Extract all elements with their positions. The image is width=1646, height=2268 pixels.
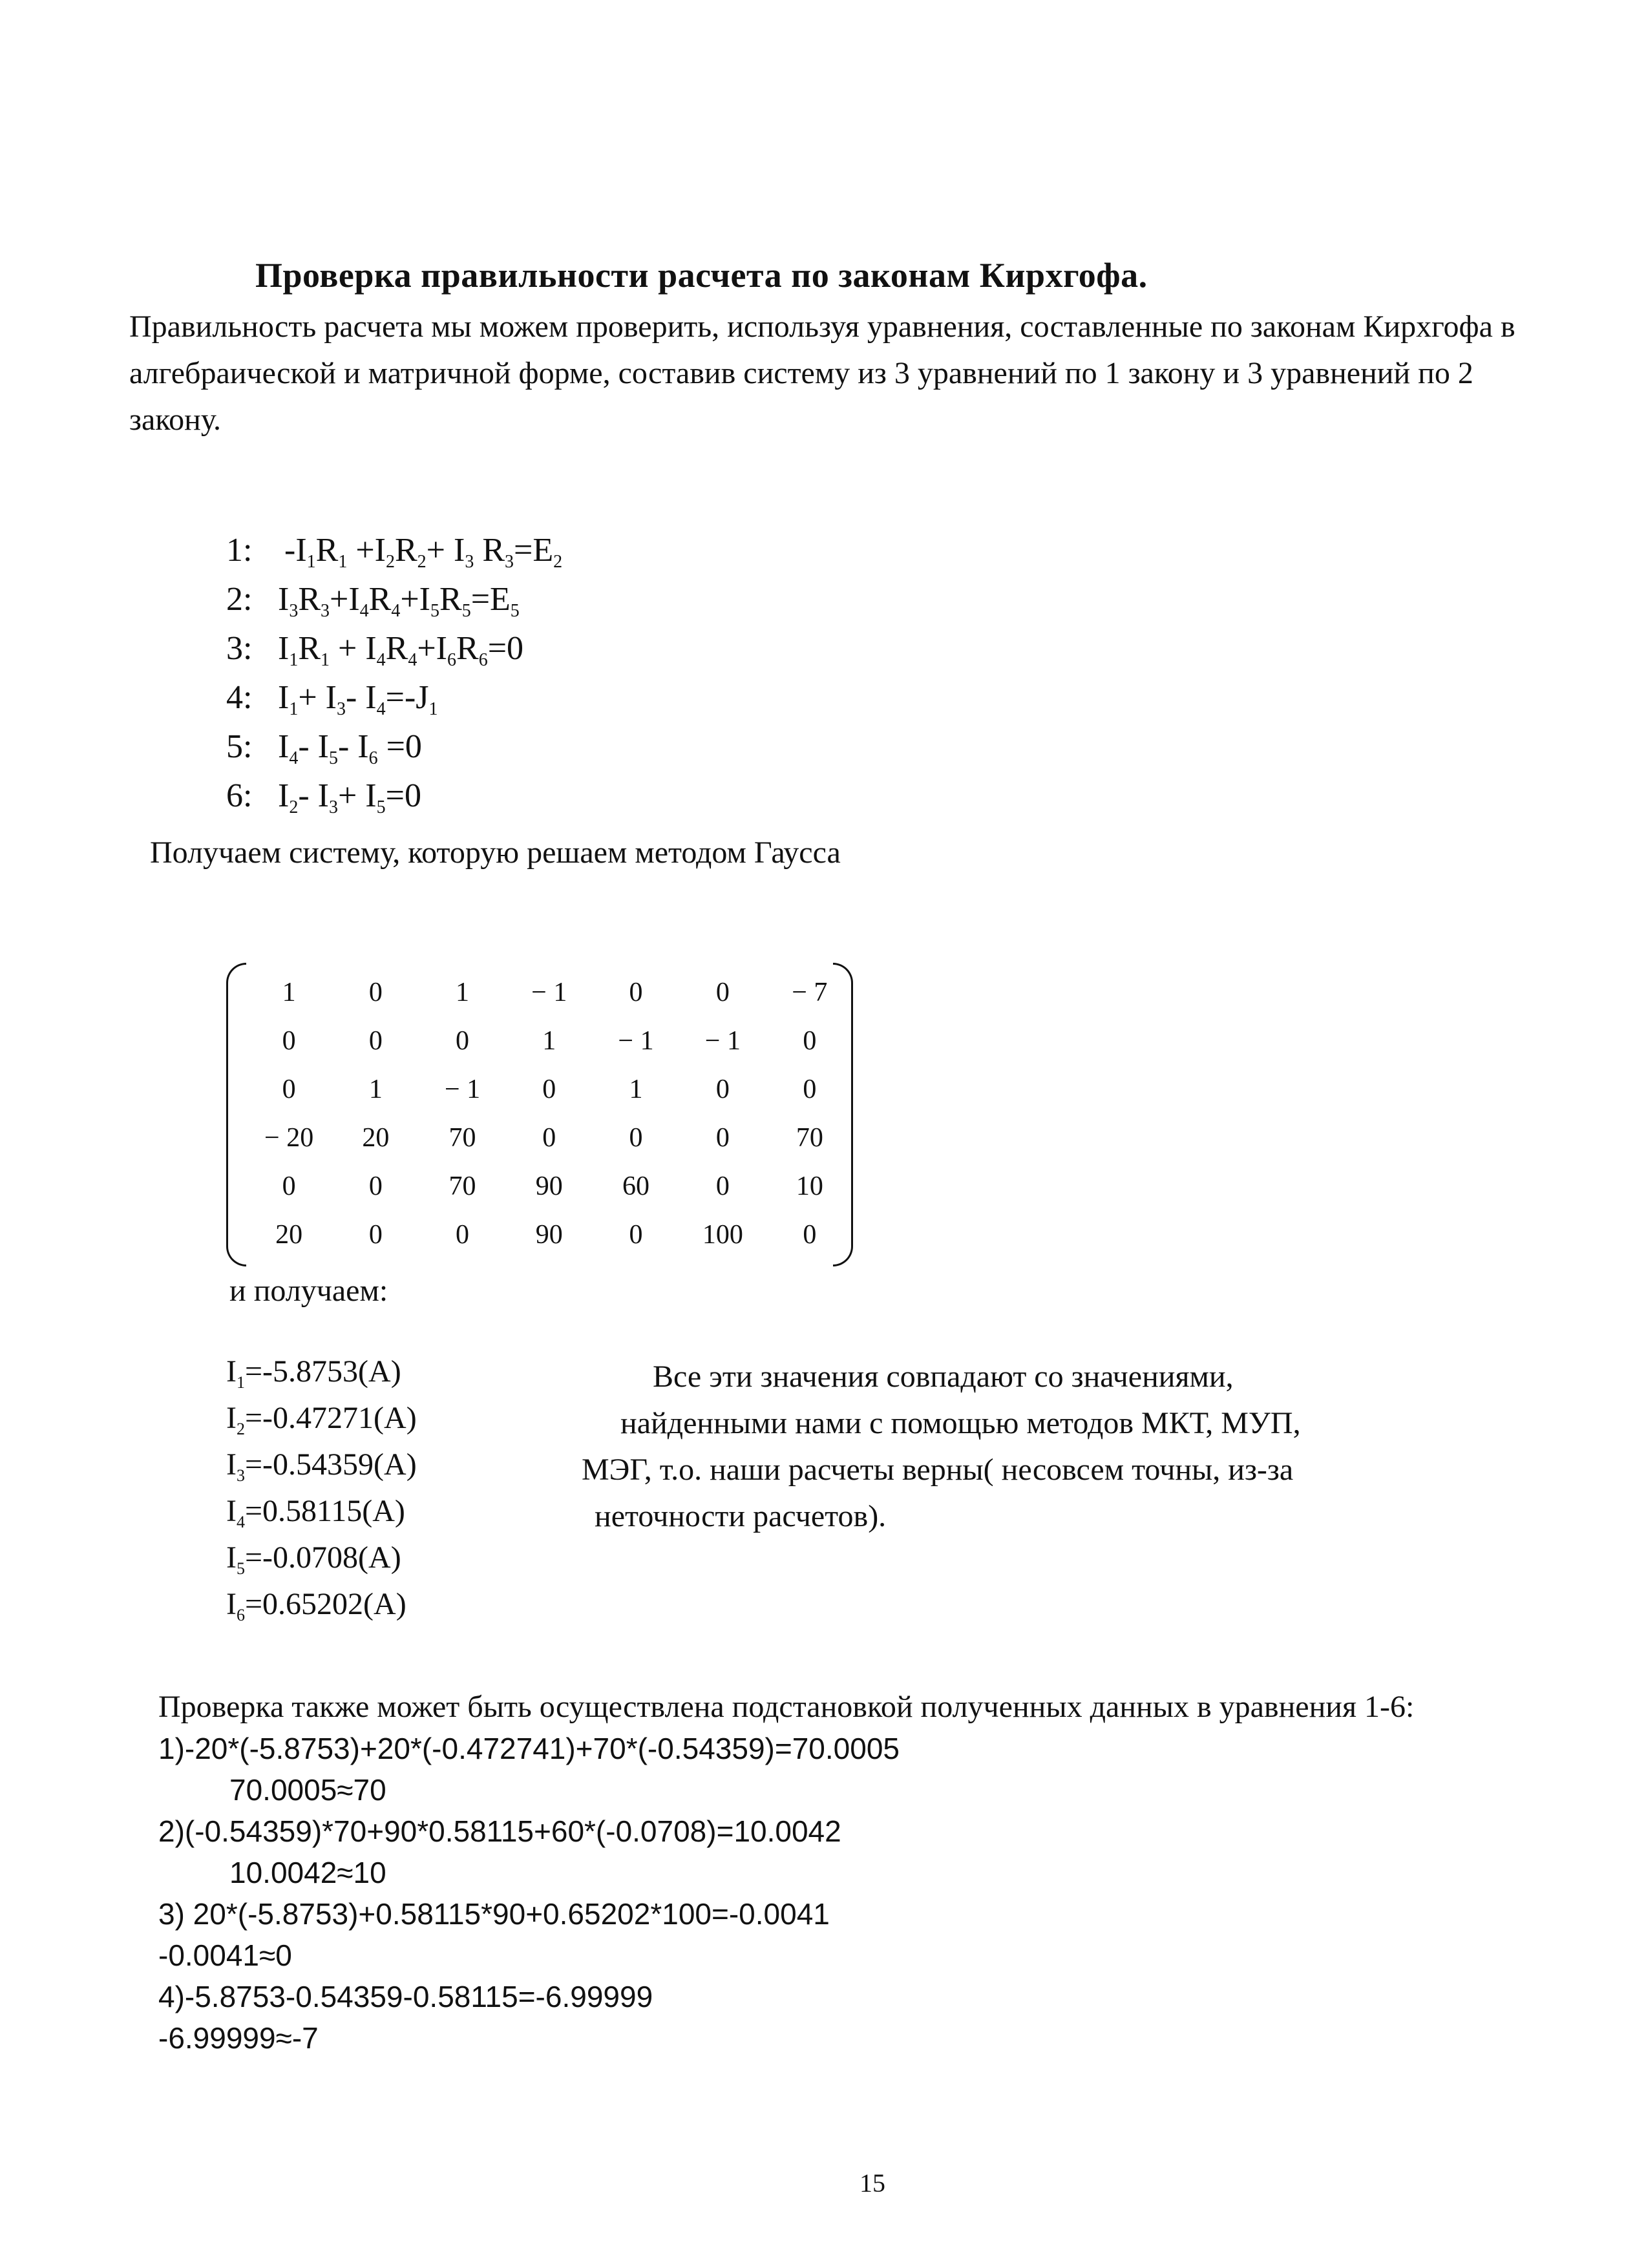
equation-subscript: 2 [385, 552, 395, 572]
matrix-cell: 0 [368, 1219, 383, 1250]
current-symbol: I [226, 1401, 237, 1435]
equation-term: I [278, 581, 290, 618]
equation-subscript: 2 [553, 552, 563, 572]
equation-subscript: 3 [336, 699, 346, 719]
check-line: 3) 20*(-5.8753)+0.58115*90+0.65202*100=-0.0041 [158, 1897, 830, 1931]
matrix-cell: − 1 [704, 1025, 741, 1056]
matrix-cell: 70 [448, 1171, 476, 1201]
matrix-cell: 1 [629, 1074, 643, 1104]
equation-number: 4: [226, 679, 253, 716]
current-i4 [226, 1493, 405, 1532]
equation-number: 5: [226, 728, 253, 765]
equation-subscript: 4 [391, 601, 401, 621]
equation-subscript: 3 [321, 601, 330, 621]
current-value: =0.58115(A) [244, 1494, 405, 1528]
matrix-row [246, 1016, 853, 1065]
equation-subscript: 4 [289, 748, 299, 768]
equation-term: =0 [385, 777, 421, 814]
equation-subscript: 1 [289, 699, 299, 719]
equation-term: +I [330, 581, 360, 618]
equation-term: R [474, 532, 505, 569]
current-value: =0.65202(A) [244, 1587, 406, 1621]
matrix-row [246, 968, 853, 1016]
check-line: 2)(-0.54359)*70+90*0.58115+60*(-0.0708)=10.0042 [158, 1814, 841, 1848]
equation-subscript: 2 [289, 797, 299, 817]
equation-term: =-J [385, 679, 429, 716]
current-symbol: I [226, 1494, 237, 1528]
matrix-cell: 0 [803, 1219, 817, 1250]
gauss-text: Получаем систему, которую решаем методом Гаусса [150, 835, 841, 870]
matrix-cell: 1 [542, 1025, 556, 1056]
equation-term: + I [337, 777, 377, 814]
matrix-cell: 70 [448, 1122, 476, 1153]
current-i6 [226, 1586, 406, 1625]
matrix-cell: 0 [456, 1219, 470, 1250]
equation-term: =0 [487, 630, 524, 667]
current-subscript: 2 [236, 1420, 245, 1438]
equation-1 [226, 531, 562, 572]
page-number: 15 [860, 2168, 885, 2198]
equation-subscript: 3 [465, 552, 474, 572]
equation-subscript: 1 [321, 650, 330, 670]
equation-subscript: 4 [376, 699, 386, 719]
agreement-line: неточности расчетов). [595, 1499, 887, 1533]
matrix-cell: 0 [368, 1171, 383, 1201]
check-lines [158, 1728, 1528, 2059]
matrix-row [246, 1210, 853, 1259]
equation-term: -I [284, 532, 307, 569]
equation-subscript: 1 [338, 552, 348, 572]
matrix-cell: 1 [282, 977, 296, 1007]
current-i3 [226, 1447, 417, 1486]
check-intro: Проверка также может быть осуществлена подстановкой полученных данных в уравнения 1-6: [158, 1690, 1415, 1724]
equation-number: 2: [226, 581, 253, 618]
equation-term: +I [400, 581, 431, 618]
equation-term: + I [298, 679, 337, 716]
check-line: -6.99999≈-7 [158, 2021, 319, 2055]
matrix-cell: 10 [796, 1171, 823, 1201]
equation-subscript: 5 [376, 797, 386, 817]
equation-3 [226, 629, 523, 671]
equation-number: 3: [226, 630, 253, 667]
equation-term: R [394, 532, 417, 569]
equation-subscript: 3 [328, 797, 338, 817]
matrix-cell: 20 [275, 1219, 303, 1250]
matrix-row [246, 1113, 853, 1162]
current-value: =-0.0708(A) [244, 1540, 401, 1575]
current-i2 [226, 1400, 417, 1439]
matrix-cell: 90 [535, 1219, 563, 1250]
current-value: =-0.54359(A) [244, 1447, 417, 1482]
intro-paragraph: Правильность расчета мы можем проверить, используя уравнения, составленные по законам Кирхгофа в алгебраической и матричной форме, составив систему из 3 уравнений по 1 закону и 3 уравнений по 2 закону. [129, 310, 1515, 437]
agreement-text [582, 1354, 1301, 1540]
matrix-cell: 60 [622, 1171, 649, 1201]
equation-subscript: 3 [505, 552, 514, 572]
equation-term: - I [298, 777, 329, 814]
matrix-cell: 0 [368, 1025, 383, 1056]
matrix-left-bracket [226, 963, 246, 1266]
equation-subscript: 6 [447, 650, 457, 670]
agreement-line: МЭГ, т.о. наши расчеты верны( несовсем точны, из-за [582, 1453, 1294, 1487]
equation-term: - I [298, 728, 329, 765]
matrix-cell: 0 [629, 977, 643, 1007]
current-subscript: 5 [236, 1559, 245, 1578]
equation-subscript: 1 [306, 552, 316, 572]
equation-2 [226, 580, 520, 622]
check-line: 4)-5.8753-0.54359-0.58115=-6.99999 [158, 1980, 653, 2013]
matrix-cell: 0 [715, 1171, 730, 1201]
equation-term: + I [426, 532, 465, 569]
matrix-cell: 0 [542, 1122, 556, 1153]
equation-term: R [298, 630, 321, 667]
equation-6 [226, 777, 421, 818]
agreement-line: найденными нами с помощью методов МКТ, МУП, [620, 1406, 1301, 1440]
current-subscript: 6 [236, 1606, 245, 1624]
matrix-cell: 0 [542, 1074, 556, 1104]
matrix-cell: − 7 [792, 977, 828, 1007]
augmented-matrix [226, 963, 853, 1266]
matrix-cell: 0 [715, 1074, 730, 1104]
matrix-cell: 0 [803, 1025, 817, 1056]
equation-subscript: 4 [359, 601, 369, 621]
equation-term: R [439, 581, 462, 618]
matrix-row [246, 1065, 853, 1113]
current-value: =-5.8753(A) [244, 1354, 401, 1389]
current-symbol: I [226, 1587, 237, 1621]
equation-term: I [278, 679, 290, 716]
check-line: 1)-20*(-5.8753)+20*(-0.472741)+70*(-0.54359)=70.0005 [158, 1732, 900, 1765]
equation-subscript: 5 [461, 601, 471, 621]
current-symbol: I [226, 1540, 237, 1575]
equation-subscript: 4 [408, 650, 417, 670]
matrix-cell: − 1 [531, 977, 567, 1007]
equation-term: + I [330, 630, 377, 667]
check-line: -0.0041≈0 [158, 1938, 292, 1972]
matrix-cell: 1 [456, 977, 470, 1007]
matrix-cell: 1 [368, 1074, 383, 1104]
equation-subscript: 5 [510, 601, 520, 621]
equation-subscript: 1 [428, 699, 438, 719]
current-subscript: 3 [236, 1466, 245, 1485]
matrix-cell: − 1 [444, 1074, 481, 1104]
matrix-cell: 0 [282, 1074, 296, 1104]
matrix-cell: 0 [715, 1122, 730, 1153]
equation-5 [226, 728, 422, 769]
check-line: 70.0005≈70 [229, 1773, 386, 1807]
equation-term: I [278, 728, 290, 765]
equation-term: =E [514, 532, 554, 569]
matrix-cell: 90 [535, 1171, 563, 1201]
matrix-cell: − 20 [264, 1122, 314, 1153]
matrix-cell: 100 [702, 1219, 743, 1250]
current-subscript: 4 [236, 1513, 245, 1531]
matrix-cell: 70 [796, 1122, 823, 1153]
check-section [158, 1686, 1528, 2059]
matrix-row [246, 1162, 853, 1210]
equation-number: 1: [226, 532, 253, 569]
equation-subscript: 4 [376, 650, 386, 670]
equation-term: R [385, 630, 408, 667]
matrix-cell: 0 [629, 1122, 643, 1153]
page-title: Проверка правильности расчета по законам Кирхгофа. [255, 256, 1148, 295]
matrix-cell: 20 [362, 1122, 390, 1153]
matrix-cell: 0 [282, 1171, 296, 1201]
current-symbol: I [226, 1447, 237, 1482]
matrix-cell: 0 [456, 1025, 470, 1056]
current-i5 [226, 1540, 401, 1579]
equation-term: R [368, 581, 392, 618]
and-get-text: и получаем: [229, 1274, 388, 1308]
current-subscript: 1 [236, 1373, 245, 1392]
equation-subscript: 5 [430, 601, 440, 621]
matrix-table [246, 968, 853, 1259]
equation-term: R [456, 630, 479, 667]
matrix-cell: 0 [282, 1025, 296, 1056]
matrix-cell: 0 [715, 977, 730, 1007]
current-symbol: I [226, 1354, 237, 1389]
equation-term: +I [417, 630, 448, 667]
equation-subscript: 6 [478, 650, 488, 670]
equation-subscript: 5 [328, 748, 338, 768]
matrix-cell: 0 [368, 977, 383, 1007]
equation-term: R [315, 532, 339, 569]
equation-4 [226, 678, 438, 720]
check-line: 10.0042≈10 [229, 1856, 386, 1889]
equation-term: - I [337, 728, 369, 765]
current-value: =-0.47271(A) [244, 1401, 417, 1435]
equation-subscript: 2 [417, 552, 427, 572]
equation-term: =0 [377, 728, 422, 765]
equation-term: =E [470, 581, 511, 618]
matrix-cell: 0 [803, 1074, 817, 1104]
equation-term: +I [347, 532, 386, 569]
equation-term: I [278, 777, 290, 814]
matrix-right-bracket [833, 963, 853, 1266]
equation-term: - I [345, 679, 377, 716]
equation-number: 6: [226, 777, 253, 814]
equation-term: I [278, 630, 290, 667]
equation-term: R [298, 581, 321, 618]
equation-subscript: 6 [368, 748, 378, 768]
equation-subscript: 1 [289, 650, 299, 670]
matrix-cell: 0 [629, 1219, 643, 1250]
agreement-line: Все эти значения совпадают со значениями, [653, 1360, 1234, 1394]
equation-subscript: 3 [289, 601, 299, 621]
matrix-cell: − 1 [618, 1025, 654, 1056]
current-i1 [226, 1354, 401, 1392]
